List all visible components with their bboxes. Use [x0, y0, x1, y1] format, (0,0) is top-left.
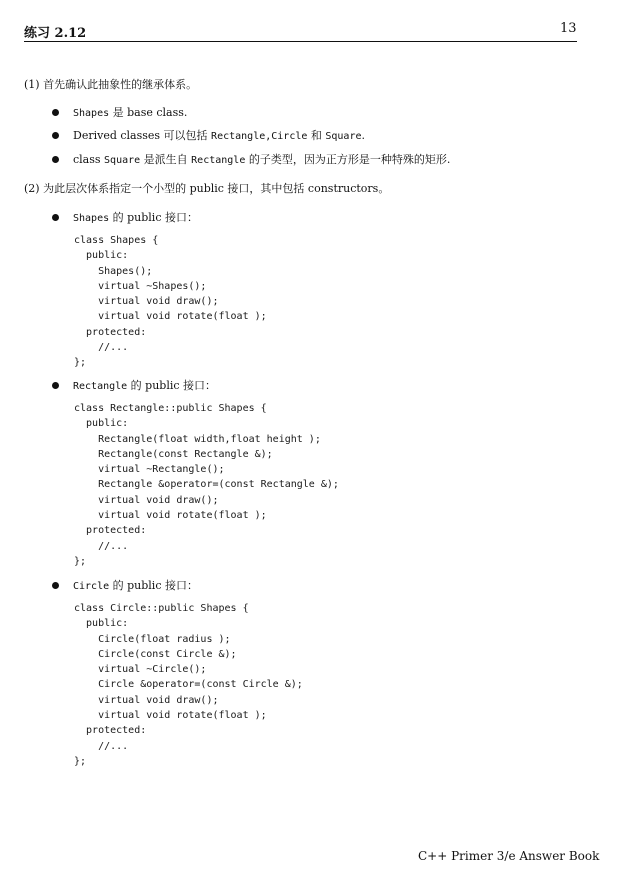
code-line: Rectangle(const Rectangle &); — [74, 448, 273, 460]
bullet-text: . — [361, 129, 365, 142]
code-line: Shapes(); — [74, 265, 153, 277]
code-line: virtual void rotate(float ); — [74, 311, 267, 323]
code-line: protected: — [74, 326, 147, 338]
bullet-item-2 — [52, 127, 365, 143]
code-line: Circle &operator=(const Circle &); — [74, 679, 303, 691]
code-line: virtual void draw(); — [74, 296, 219, 308]
bullet-icon — [52, 132, 59, 139]
code-line: protected: — [74, 525, 147, 537]
bullet-icon — [52, 109, 59, 116]
code-line: virtual void draw(); — [74, 494, 219, 506]
code-line: Circle(const Circle &); — [74, 648, 237, 660]
code-line: class Shapes { — [74, 235, 159, 246]
bullet-icon — [52, 156, 59, 163]
inline-code: Shapes — [73, 213, 110, 224]
code-line: //... — [74, 740, 129, 752]
code-line: }; — [74, 357, 87, 369]
inline-code: Rectangle — [191, 155, 246, 166]
code-line: class Circle::public Shapes { — [74, 603, 249, 614]
inline-code: Rectangle,Circle — [211, 131, 308, 142]
inline-code: Square — [104, 155, 141, 166]
code-line: class Rectangle::public Shapes { — [74, 403, 267, 414]
code-block-circle — [74, 601, 303, 769]
header-rule — [24, 41, 577, 42]
page-footer: C++ Primer 3/e Answer Book — [418, 849, 600, 863]
bullet-item-3 — [52, 151, 450, 167]
bullet-text: 的子类型，因为正方形是一种特殊的矩形. — [245, 153, 451, 166]
code-line: Rectangle(float width,float height ); — [74, 433, 321, 445]
code-line: virtual void rotate(float ); — [74, 710, 267, 722]
code-line: virtual void rotate(float ); — [74, 510, 267, 522]
inline-code: Shapes — [73, 108, 110, 119]
code-line: virtual ~Circle(); — [74, 664, 207, 676]
code-line: //... — [74, 540, 129, 552]
bullet-text: 是派生自 — [140, 153, 192, 166]
inline-code: Circle — [73, 581, 110, 592]
code-line: public: — [74, 418, 129, 430]
bullet-text: 的 public 接口： — [109, 211, 198, 224]
interface-heading-circle — [52, 577, 198, 593]
inline-code: Rectangle — [73, 381, 128, 392]
code-line: }; — [74, 755, 87, 767]
bullet-icon — [52, 382, 59, 389]
code-line: public: — [74, 618, 129, 630]
code-line: Circle(float radius ); — [74, 633, 231, 645]
code-line: Rectangle &operator=(const Rectangle &); — [74, 479, 339, 491]
bullet-icon — [52, 214, 59, 221]
interface-heading-shapes — [52, 209, 198, 225]
section-1-heading: (1) 首先确认此抽象性的继承体系。 — [24, 78, 198, 91]
code-line: //... — [74, 342, 129, 354]
code-block-rectangle — [74, 401, 339, 569]
bullet-text: 和 — [307, 129, 326, 142]
page-number: 13 — [560, 21, 577, 36]
inline-code: Square — [325, 131, 362, 142]
bullet-item-1 — [52, 104, 187, 120]
code-line: virtual ~Rectangle(); — [74, 464, 225, 476]
bullet-text: 的 public 接口： — [127, 379, 217, 392]
page-header-title: 练习 2.12 — [24, 26, 87, 41]
code-line: virtual ~Shapes(); — [74, 280, 207, 292]
bullet-text: Derived classes 可以包括 — [73, 129, 212, 142]
section-2-heading: (2) 为此层次体系指定一个小型的 public 接口，其中包括 constructors。 — [24, 182, 390, 195]
code-line: }; — [74, 555, 87, 567]
bullet-text: 的 public 接口： — [109, 579, 198, 592]
bullet-text: 是 base class. — [109, 106, 188, 119]
code-line: virtual void draw(); — [74, 694, 219, 706]
interface-heading-rectangle — [52, 377, 216, 393]
code-line: protected: — [74, 725, 147, 737]
bullet-icon — [52, 582, 59, 589]
code-block-shapes — [74, 233, 267, 371]
bullet-text: class — [73, 153, 105, 166]
code-line: public: — [74, 250, 129, 262]
